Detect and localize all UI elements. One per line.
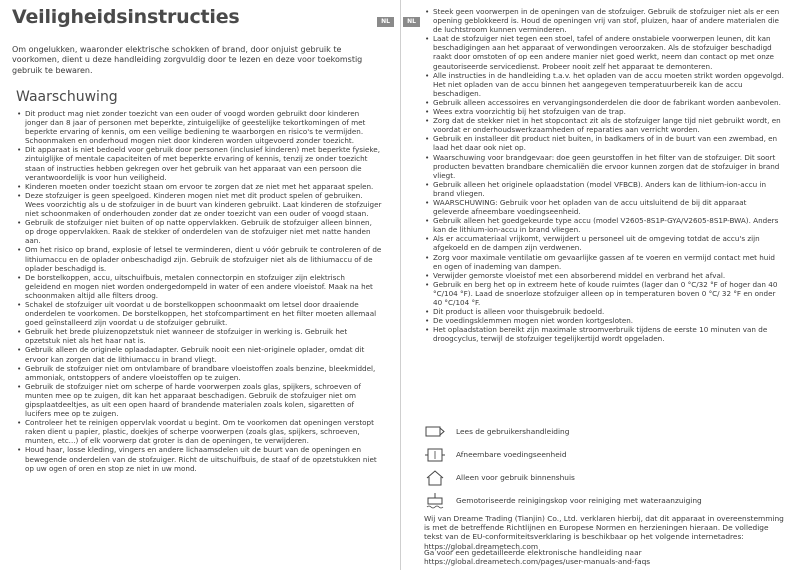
- warning-item: • Gebruik en berg het op in extreem hete of koude ruimtes (lager dan 0 °C/32 °F of hoger dan 40 °C/104 °F). Laad de snoerloze stofzuiger alleen op in temperaturen boven 0 °C/ 32 °F en onder 40 °C/104 °F.: [424, 280, 784, 307]
- warning-item: • Houd haar, losse kleding, vingers en andere lichaamsdelen uit de buurt van de openingen en bewegende onderdelen van de stofzuiger. Richt de uitschuifbuis, de staaf of de opzetstukken niet op uw ogen of oren en stop ze niet in uw mond.: [16, 445, 382, 472]
- power-supply-icon: [424, 446, 446, 464]
- symbol-label: Afneembare voedingseenheid: [456, 450, 567, 459]
- warning-item: • Laat de stofzuiger niet tegen een stoel, tafel of andere onstabiele voorwerpen leunen, dit kan beschadigingen aan het apparaat of verwondingen veroorzaken. Als de stofzuiger beschadigd raakt door omstoten of op een andere manier niet goed werkt, neem dan contact op met onze geautoriseerde servicedienst. Probeer nooit zelf het apparaat te demonteren.: [424, 34, 784, 70]
- warning-item: • Schakel de stofzuiger uit voordat u de borstelkoppen schoonmaakt om letsel door draaiende onderdelen te voorkomen. De borstelkoppen, het stofcompartiment en het filter moeten allemaal goed geïnstalleerd zijn voordat u de stofzuiger gebruikt.: [16, 300, 382, 327]
- language-badge-left: NL: [377, 17, 394, 27]
- symbol-row: [424, 489, 784, 512]
- warning-item: • Als er accumateriaal vrijkomt, verwijdert u personeel uit de omgeving totdat de accu's zijn afgekoeld en de dampen zijn verdwenen.: [424, 234, 784, 252]
- symbol-row: [424, 443, 784, 466]
- warning-list-left: [16, 109, 382, 473]
- warning-heading: Waarschuwing: [16, 89, 118, 105]
- warning-item: • Verwijder gemorste vloeistof met een absorberend middel en verbrand het afval.: [424, 271, 784, 280]
- symbol-label: Gemotoriseerde reinigingskop voor reiniging met wateraanzuiging: [456, 496, 702, 505]
- warning-item: • Dit apparaat is niet bedoeld voor gebruik door personen (inclusief kinderen) met beperkte fysieke, zintuiglijke of mentale capaciteiten of met beperkte ervaring of kennis, tenzij ze onder toezicht staan of instructies hebben gekregen over het gebruik van het apparaat van een persoon die verantwoordelijk is voor hun veiligheid.: [16, 145, 382, 181]
- warning-item: • Zorg dat de stekker niet in het stopcontact zit als de stofzuiger lange tijd niet gebruikt wordt, en voordat er onderhoudswerkzaamheden of reparaties aan verricht worden.: [424, 116, 784, 134]
- warning-list-right: [424, 7, 784, 343]
- page-title: Veiligheidsinstructies: [12, 6, 240, 28]
- intro-paragraph: Om ongelukken, waaronder elektrische schokken of brand, door onjuist gebruik te voorkomen, dient u deze handleiding zorgvuldig door te lezen en deze voor toekomstig gebruik te bewaren.: [12, 45, 363, 75]
- manual-link-text[interactable]: Ga voor een gedetailleerde elektronische handleiding naar https://global.dreametech.com/pages/user-manuals-and-faqs: [424, 548, 651, 567]
- warning-item: • Controleer het te reinigen oppervlak voordat u begint. Om te voorkomen dat openingen verstopt raken dient u papier, plastic, doekjes of scherpe voorwerpen (zoals glas, spijkers, schroeven, munten, etc...) of elk voorwerp dat groter is dan de openingen, te verwijderen.: [16, 418, 382, 445]
- warning-item: • Alle instructies in de handleiding t.a.v. het opladen van de accu moeten strikt worden opgevolgd. Het niet opladen van de accu binnen het aangegeven temperatuurbereik kan de accu beschadigen.: [424, 71, 784, 98]
- symbol-label: Lees de gebruikershandleiding: [456, 427, 570, 436]
- warning-item: • Het oplaadstation bereikt zijn maximale stroomverbruik tijdens de eerste 10 minuten van de droogcyclus, terwijl de stofzuiger tegelijkertijd wordt opgeladen.: [424, 325, 784, 343]
- warning-item: • Dit product is alleen voor thuisgebruik bedoeld.: [424, 307, 784, 316]
- warning-item: • Steek geen voorwerpen in de openingen van de stofzuiger. Gebruik de stofzuiger niet als er een opening geblokkeerd is. Houd de openingen vrij van stof, pluizen, haar of andere materialen die de luchtstroom kunnen verminderen.: [424, 7, 784, 34]
- language-badge-right: NL: [403, 17, 420, 27]
- warning-item: • Deze stofzuiger is geen speelgoed. Kinderen mogen niet met dit product spelen of gebruiken. Wees voorzichtig als u de stofzuiger in de buurt van kinderen gebruikt. Laat kinderen de stofzuiger niet schoonmaken of onderhouden zonder dat ze onder toezicht van een ouder of voogd staan.: [16, 191, 382, 218]
- right-page: [403, 0, 800, 570]
- symbol-row: [424, 466, 784, 489]
- symbol-legend: [424, 420, 784, 512]
- manual-icon: [424, 423, 446, 441]
- warning-item: • Gebruik en installeer dit product niet buiten, in badkamers of in de buurt van een zwembad, en laad het daar ook niet op.: [424, 134, 784, 152]
- warning-item: • Gebruik de stofzuiger niet buiten of op natte oppervlakken. Gebruik de stofzuiger alleen binnen, op droge oppervlakken. Raak de stekker of onderdelen van de stofzuiger niet met natte handen aan.: [16, 218, 382, 245]
- page-divider: [400, 0, 401, 570]
- warning-item: • Gebruik alleen de originele oplaadadapter. Gebruik nooit een niet-originele oplader, omdat dit ervoor kan zorgen dat de lithiumaccu in brand vliegt.: [16, 345, 382, 363]
- warning-item: • Gebruik het brede pluizenopzetstuk niet wanneer de stofzuiger in werking is. Gebruik het opzetstuk niet als het haar nat is.: [16, 327, 382, 345]
- warning-item: • Gebruik de stofzuiger niet om ontvlambare of brandbare vloeistoffen zoals benzine, bleekmiddel, ammoniak, ontstoppers of andere vloeistoffen op te zuigen.: [16, 364, 382, 382]
- house-icon: [424, 469, 446, 487]
- warning-item: • Zorg voor maximale ventilatie om gevaarlijke gassen af te voeren en vermijd contact met huid en ogen of inademing van dampen.: [424, 253, 784, 271]
- warning-item: • Dit product mag niet zonder toezicht van een ouder of voogd worden gebruikt door kinderen jonger dan 8 jaar of personen met beperkte, zintuigelijke of geestelijke tekortkomingen of met beperkte ervaring of kennis, om een veilige bediening te waarborgen en risico's te vermijden. Schoonmaken en onderhoud mogen niet door kinderen worden uitgevoerd zonder toezicht.: [16, 109, 382, 145]
- conformity-declaration: Wij van Dreame Trading (Tianjin) Co., Ltd. verklaren hierbij, dat dit apparaat in overeenstemming is met de betreffende Richtlijnen en Europese Normen en herzieningen hieraan. De volledige tekst van de EU-conformiteitsverklaring is beschikbaar op het volgende internetadres: https://global.dreametech.com: [424, 514, 784, 551]
- warning-item: • Wees extra voorzichtig bij het stofzuigen van de trap.: [424, 107, 784, 116]
- warning-item: • Om het risico op brand, explosie of letsel te verminderen, dient u vóór gebruik te controleren of de lithiumaccu en de oplader onbeschadigd zijn. Gebruik de stofzuiger niet als de lithiumaccu of de oplader beschadigd is.: [16, 245, 382, 272]
- left-page: [0, 0, 397, 570]
- warning-item: • Waarschuwing voor brandgevaar: doe geen geurstoffen in het filter van de stofzuiger. Dit soort producten bevatten brandbare chemicaliën die ervoor kunnen zorgen dat de stofzuiger in brand vliegt.: [424, 153, 784, 180]
- warning-item: • De voedingsklemmen mogen niet worden kortgesloten.: [424, 316, 784, 325]
- warning-item: • Gebruik alleen het goedgekeurde type accu (model V2605-8S1P-GYA/V2605-8S1P-BWA). Anders kan de lithium-ion-accu in brand vliegen.: [424, 216, 784, 234]
- brush-head-icon: [424, 492, 446, 510]
- warning-item: • Kinderen moeten onder toezicht staan om ervoor te zorgen dat ze niet met het apparaat spelen.: [16, 182, 382, 191]
- warning-item: • Gebruik de stofzuiger niet om scherpe of harde voorwerpen zoals glas, spijkers, schroeven of munten mee op te zuigen, dit kan het apparaat beschadigen. Gebruik de stofzuiger niet om gipsplaatdeeltjes, as uit een open haard of brandende materialen zoals kolen, sigaretten of lucifers mee op te zuigen.: [16, 382, 382, 418]
- symbol-row: [424, 420, 784, 443]
- symbol-label: Alleen voor gebruik binnenshuis: [456, 473, 575, 482]
- warning-item: • Gebruik alleen accessoires en vervangingsonderdelen die door de fabrikant worden aanbevolen.: [424, 98, 784, 107]
- warning-item: • WAARSCHUWING: Gebruik voor het opladen van de accu uitsluitend de bij dit apparaat geleverde afneembare voedingseenheid.: [424, 198, 784, 216]
- warning-item: • Gebruik alleen het originele oplaadstation (model VFBCB). Anders kan de lithium-ion-accu in brand vliegen.: [424, 180, 784, 198]
- warning-item: • De borstelkoppen, accu, uitschuifbuis, metalen connectorpin en stofzuiger zijn elektrisch geleidend en mogen niet worden ondergedompeld in water of een andere vloeistof. Maak na het schoonmaken altijd alle filters droog.: [16, 273, 382, 300]
